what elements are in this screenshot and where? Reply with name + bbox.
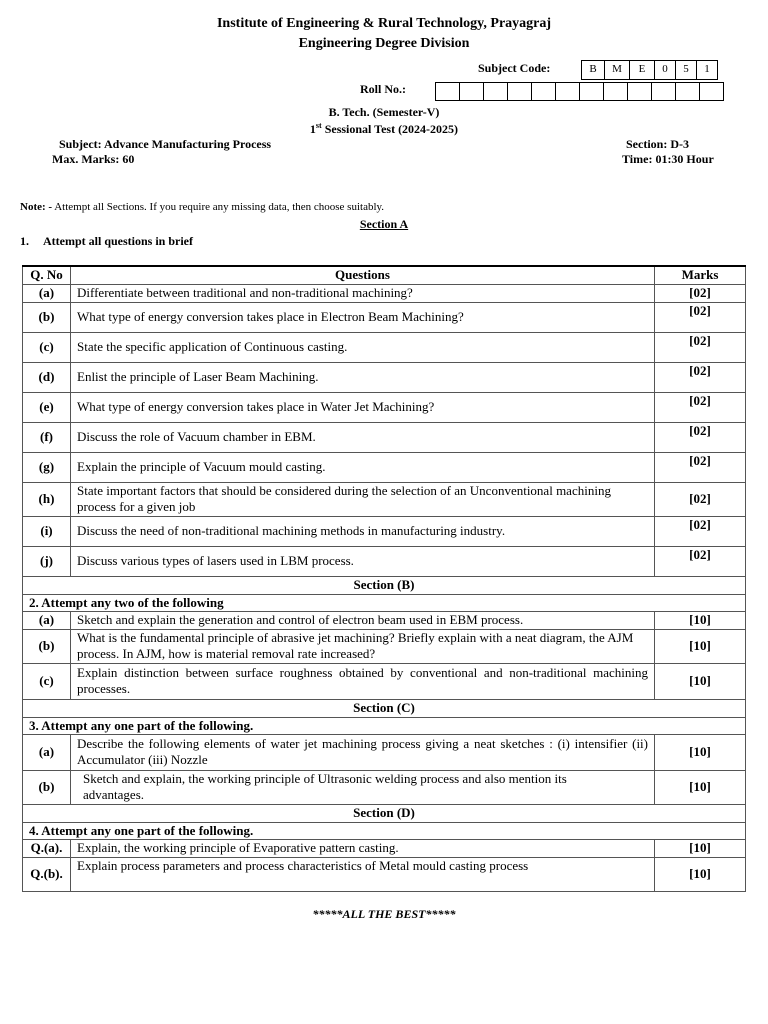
question-marks: [10] xyxy=(655,839,746,857)
roll-no-box xyxy=(627,82,652,101)
question-number: (f) xyxy=(23,422,71,452)
question-number: (c) xyxy=(23,663,71,699)
instruction-text: Attempt all questions in brief xyxy=(43,234,193,248)
question-number: (b) xyxy=(23,629,71,663)
instruction-number: 1. xyxy=(20,234,29,248)
program-name: B. Tech. (Semester-V) xyxy=(328,105,440,119)
question-marks: [02] xyxy=(655,422,746,452)
table-row xyxy=(23,629,746,663)
table-row xyxy=(23,516,746,546)
table-row xyxy=(23,332,746,362)
section-d-instruction-row xyxy=(23,822,746,839)
roll-no-box xyxy=(699,82,724,101)
question-number: (h) xyxy=(23,482,71,516)
question-text: Enlist the principle of Laser Beam Machining. xyxy=(71,362,655,392)
question-text: State the specific application of Continuous casting. xyxy=(71,332,655,362)
subject-code-box: M xyxy=(604,60,630,80)
roll-no-box xyxy=(459,82,484,101)
question-marks: [10] xyxy=(655,857,746,891)
question-text: Explain process parameters and process characteristics of Metal mould casting process xyxy=(71,857,655,891)
question-marks: [10] xyxy=(655,611,746,629)
table-row xyxy=(23,302,746,332)
question-text: What type of energy conversion takes place in Water Jet Machining? xyxy=(71,392,655,422)
question-number: (d) xyxy=(23,362,71,392)
col-questions-header: Questions xyxy=(71,266,655,284)
table-row xyxy=(23,734,746,770)
table-row xyxy=(23,362,746,392)
section-a-instruction xyxy=(20,234,193,249)
col-qno-header: Q. No xyxy=(23,266,71,284)
table-row xyxy=(23,839,746,857)
question-text: Describe the following elements of water jet machining process giving a neat sketches : (i) intensifier (ii) Accumulator (iii) Nozzle xyxy=(71,734,655,770)
section-b-row xyxy=(23,576,746,594)
question-text: Differentiate between traditional and non-traditional machining? xyxy=(71,284,655,302)
roll-no-box xyxy=(675,82,700,101)
question-marks: [10] xyxy=(655,663,746,699)
question-number: (j) xyxy=(23,546,71,576)
question-text: State important factors that should be considered during the selection of an Unconventional machining process for a given job xyxy=(71,482,655,516)
roll-no-box xyxy=(579,82,604,101)
question-marks: [10] xyxy=(655,770,746,804)
question-text: Explain distinction between surface roughness obtained by conventional and non-traditional machining processes. xyxy=(71,663,655,699)
institute-name: Institute of Engineering & Rural Technology, Prayagraj xyxy=(216,16,552,31)
section-b-instruction: 2. Attempt any two of the following xyxy=(23,594,746,611)
roll-no-box xyxy=(603,82,628,101)
question-number: Q.(a). xyxy=(23,839,71,857)
question-text: What type of energy conversion takes place in Electron Beam Machining? xyxy=(71,302,655,332)
table-row xyxy=(23,392,746,422)
footer-wish: *****ALL THE BEST***** xyxy=(312,907,456,921)
table-row xyxy=(23,284,746,302)
note xyxy=(20,201,384,213)
roll-no-boxes xyxy=(436,82,724,101)
question-marks: [02] xyxy=(655,362,746,392)
question-number: Q.(b). xyxy=(23,857,71,891)
section-b-title: Section (B) xyxy=(23,576,746,594)
table-row xyxy=(23,857,746,891)
roll-no-box xyxy=(507,82,532,101)
test-title: Sessional Test (2024-2025) xyxy=(321,122,459,136)
question-marks: [10] xyxy=(655,734,746,770)
table-header xyxy=(23,266,746,284)
col-marks-header: Marks xyxy=(655,266,746,284)
question-number: (i) xyxy=(23,516,71,546)
table-row xyxy=(23,770,746,804)
section-a-title: Section A xyxy=(359,217,409,231)
subject-code-box: B xyxy=(581,60,605,80)
subject-code-box: 0 xyxy=(654,60,676,80)
test-name xyxy=(0,121,768,137)
question-number: (g) xyxy=(23,452,71,482)
table-row xyxy=(23,546,746,576)
question-text: Discuss the need of non-traditional machining methods in manufacturing industry. xyxy=(71,516,655,546)
question-marks: [02] xyxy=(655,302,746,332)
question-marks: [02] xyxy=(655,516,746,546)
table-row xyxy=(23,482,746,516)
roll-no-box xyxy=(435,82,460,101)
roll-no-box xyxy=(483,82,508,101)
question-number: (b) xyxy=(23,302,71,332)
question-text: Discuss various types of lasers used in LBM process. xyxy=(71,546,655,576)
question-text: Sketch and explain the generation and control of electron beam used in EBM process. xyxy=(71,611,655,629)
table-row xyxy=(23,452,746,482)
time-allowed: Time: 01:30 Hour xyxy=(622,152,714,166)
question-number: (a) xyxy=(23,611,71,629)
section-info: Section: D-3 xyxy=(626,137,689,151)
subject-name: Subject: Advance Manufacturing Process xyxy=(59,137,272,151)
roll-no-box xyxy=(651,82,676,101)
section-b-instruction-row xyxy=(23,594,746,611)
question-marks: [02] xyxy=(655,332,746,362)
subject-code-boxes xyxy=(582,60,718,80)
roll-no-label: Roll No.: xyxy=(360,82,406,96)
question-marks: [02] xyxy=(655,546,746,576)
question-number: (a) xyxy=(23,284,71,302)
section-d-row xyxy=(23,804,746,822)
max-marks: Max. Marks: 60 xyxy=(52,152,135,166)
table-row xyxy=(23,663,746,699)
question-marks: [10] xyxy=(655,629,746,663)
question-marks: [02] xyxy=(655,392,746,422)
subject-code-box: E xyxy=(629,60,655,80)
question-number: (b) xyxy=(23,770,71,804)
question-marks: [02] xyxy=(655,452,746,482)
section-c-row xyxy=(23,699,746,717)
question-text: Discuss the role of Vacuum chamber in EBM. xyxy=(71,422,655,452)
question-text: Sketch and explain, the working principle of Ultrasonic welding process and also mention its advantages. xyxy=(71,770,655,804)
question-table xyxy=(22,265,746,892)
question-marks: [02] xyxy=(655,482,746,516)
question-number: (c) xyxy=(23,332,71,362)
section-c-instruction: 3. Attempt any one part of the following. xyxy=(23,717,746,734)
question-number: (e) xyxy=(23,392,71,422)
question-text: Explain the principle of Vacuum mould casting. xyxy=(71,452,655,482)
roll-no-box xyxy=(531,82,556,101)
question-text: What is the fundamental principle of abrasive jet machining? Briefly explain with a neat diagram, the AJM process. In AJM, how is material removal rate increased? xyxy=(71,629,655,663)
question-number: (a) xyxy=(23,734,71,770)
note-text: Attempt all Sections. If you require any missing data, then choose suitably. xyxy=(52,201,385,213)
section-c-instruction-row xyxy=(23,717,746,734)
question-text: Explain, the working principle of Evaporative pattern casting. xyxy=(71,839,655,857)
division-name: Engineering Degree Division xyxy=(298,36,470,51)
table-row xyxy=(23,422,746,452)
section-d-title: Section (D) xyxy=(23,804,746,822)
test-ordinal: 1 xyxy=(309,122,316,136)
test-ordinal-sup: st xyxy=(315,121,322,130)
section-d-instruction: 4. Attempt any one part of the following. xyxy=(23,822,746,839)
subject-code-box: 5 xyxy=(675,60,697,80)
note-label: Note: - xyxy=(20,201,53,213)
subject-code-box: 1 xyxy=(696,60,718,80)
question-marks: [02] xyxy=(655,284,746,302)
subject-code-label: Subject Code: xyxy=(478,61,551,75)
section-c-title: Section (C) xyxy=(23,699,746,717)
table-row xyxy=(23,611,746,629)
roll-no-box xyxy=(555,82,580,101)
